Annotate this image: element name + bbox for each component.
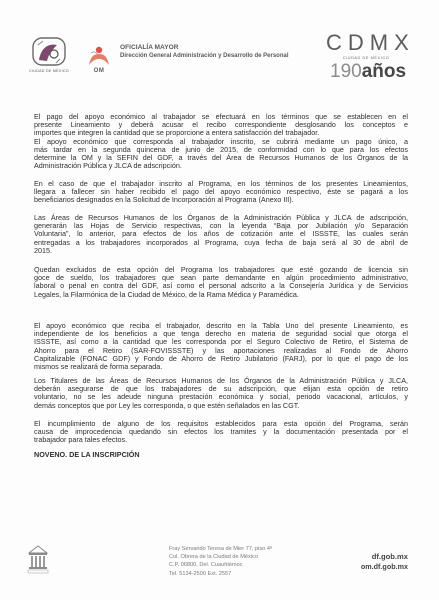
paragraph-line: Administración Pública y JLCA de adscripción. — [34, 161, 182, 171]
paragraph-line: laboral o penal en contra del GDF, así como el personal adscrito a la Consejería Jurídica y de Servicios — [34, 281, 408, 291]
address-line: Fray Servando Teresa de Mier 77, piso 4º — [169, 546, 272, 552]
body-paragraph — [34, 138, 408, 171]
body-paragraph — [34, 377, 408, 410]
paragraph-line: Las Áreas de Recursos Humanos de los Órganos de la Administración Pública y JLCA de adscripción, — [34, 213, 408, 222]
office-title: OFICIALÍA MAYOR — [120, 44, 179, 51]
brand-wordmark: CDMX — [326, 30, 415, 55]
paragraph-line: Legales, la Filarmónica de la Ciudad de México, de la Rama Médica y Paramédica. — [34, 289, 299, 299]
paragraph-line: voluntario, no se les adeude ninguna prestación económica y social, periodo vacacional, artículos, y — [34, 392, 408, 402]
cdmx-brand-logo — [326, 30, 415, 83]
paragraph-line: trabajador para tales efectos. — [34, 435, 128, 445]
footer-websites — [361, 552, 408, 572]
om-logo — [85, 45, 113, 74]
paragraph-line: El apoyo económico que corresponda al trabajador inscrito, se cubrirá mediante un pago único, a — [34, 136, 408, 146]
body-paragraph — [34, 322, 408, 371]
address-line: Tel. 5134-2500 Ext. 2557 — [169, 570, 232, 577]
paragraph-line: Capitalizable (FONAC GDF) y Fondo de Ahorro de Retiro Jubilatorio (FARJ), por lo que el pago de los — [34, 353, 408, 363]
paragraph-line: El incumplimiento de alguno de los requisitos establecidos para esta opción del Programa, serán — [34, 419, 408, 428]
paragraph-line: goce de sueldo, los trabajadores que sean parte demandante en algún procedimiento administrativo, — [34, 273, 408, 283]
paragraph-line: demás conceptos que por Ley les corresponda, o que estén señalados en las CGT. — [34, 400, 300, 410]
om-caption: OM — [93, 68, 105, 74]
paragraph-line: independiente de los beneficios a que tenga derecho en materia de seguridad social que otorga el — [34, 329, 408, 339]
paragraph-line: Voluntaria”, lo anterior, para efectos de los años de cotización ante el ISSSTE, las cuales serán — [34, 229, 408, 239]
paragraph-line: entregadas a los trabajadores incorporados al Programa, cuya fecha de baja será al 30 de abril de — [34, 237, 408, 247]
paragraph-line: Los Titulares de las Áreas de Recursos Humanos de los Órganos de la Administración Pública y JLCA, — [34, 376, 408, 385]
paragraph-line: El pago del apoyo económico al trabajador se efectuará en los términos que se establecen en el — [34, 112, 408, 121]
anniversary-mark — [330, 61, 410, 83]
paragraph-line: Ahorro para el Retiro (SAR-FOVISSSTE) y las aportaciones realizadas al Fondo de Ahorro — [34, 345, 408, 355]
footer-building-logo — [27, 544, 49, 574]
website-link-primary[interactable]: df.gob.mx — [371, 552, 408, 561]
address-line: Col. Obrera de la Ciudad de México — [169, 554, 258, 561]
om-logo-icon — [85, 45, 113, 67]
paragraph-line: determine la OM y la SEFIN del GDF, a través del Área de Recursos Humanos de los Órganos de la — [34, 153, 408, 162]
footer-address — [169, 545, 319, 578]
paragraph-line: causa de improcedencia quedando sin efectos los tramites y la documentación presentada por el — [34, 427, 408, 437]
body-paragraph — [34, 180, 408, 205]
section-heading: NOVENO. DE LA INSCRIPCIÓN — [34, 450, 140, 459]
paragraph-line: En el caso de que el trabajador inscrito al Programa, en los términos de los presentes Lineamientos, — [34, 179, 408, 188]
body-paragraph — [34, 266, 408, 299]
paragraph-line: ISSSTE, así como a la cantidad que les corresponda por el Seguro Colectivo de Retiro, el Sistema de — [34, 337, 408, 347]
paragraph-line: más tardar en la segunda quincena de junio de 2015, de conformidad con lo que para los efectos — [34, 144, 408, 154]
address-line: C.P. 06800, Del. Cuauhtémoc — [169, 562, 243, 569]
building-logo-icon — [27, 544, 49, 574]
website-link-secondary[interactable]: om.df.gob.mx — [360, 562, 408, 571]
paragraph-line: 2015. — [34, 245, 52, 255]
anniversary-number: 190 — [330, 61, 362, 82]
seal-caption: CIUDAD DE MÉXICO — [29, 69, 69, 73]
paragraph-line: mismos se realizará de forma separada. — [34, 362, 163, 372]
paragraph-line: Quedan excluidos de esta opción del Programa los trabajadores que esté gozando de licencia sin — [34, 265, 408, 274]
body-paragraph — [34, 420, 408, 445]
paragraph-line: generarán las Hojas de Servicio respectivas, con la leyenda “Baja por Jubilación y/o Separación — [34, 221, 408, 231]
cdmx-seal-logo — [27, 37, 71, 73]
paragraph-line: presente Lineamiento y deberá acusar el recibo correspondiente desglosando los conceptos e — [34, 120, 408, 130]
paragraph-line: El apoyo económico que reciba el trabajador, descrito en la Tabla Uno del presente Lineamiento, es — [34, 321, 408, 330]
anniversary-word: años — [361, 61, 407, 82]
paragraph-line: beneficiarios designados en la Solicitud de Incorporación al Programa (Anexo III). — [34, 195, 294, 205]
paragraph-line: deberán asegurarse de que los trabajadores de su adscripción, que elijan esta opción de retiro — [34, 384, 408, 394]
cdmx-seal-icon — [27, 37, 71, 67]
office-subtitle: Dirección General Administración y Desarrollo de Personal — [120, 53, 289, 59]
body-paragraph — [34, 214, 408, 255]
paragraph-line: importes que integren la cantidad que se proporcione a entera satisfacción del trabajador. — [34, 128, 320, 138]
paragraph-line: llegara a fallecer sin haber recibido el pago del apoyo económico respectivo, éste se pagará a los — [34, 187, 408, 197]
office-block — [120, 43, 320, 60]
body-paragraph — [34, 113, 408, 138]
brand-tagline: CIUDAD DE MÉXICO — [342, 56, 390, 60]
